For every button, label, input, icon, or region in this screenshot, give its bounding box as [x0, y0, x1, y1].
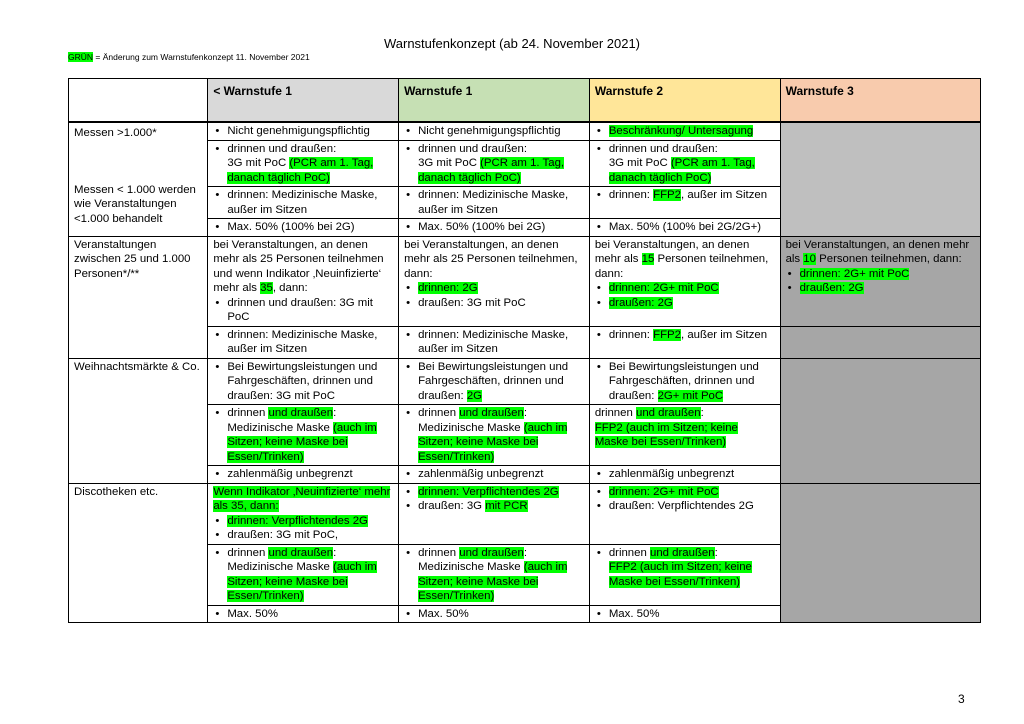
cell-text: drinnen: [227, 546, 269, 559]
cell-text: 3G mit PoC: [418, 157, 481, 169]
highlight-text: (PCR am 1. Tag, danach täglich PoC): [608, 157, 755, 184]
cell-text: drinnen: [418, 407, 460, 419]
header-empty: [69, 79, 208, 123]
list-item: [595, 124, 775, 139]
cell-text: bei Veranstaltungen, an denen mehr als: [594, 238, 750, 265]
highlight-text: (PCR am 1. Tag, danach täglich PoC): [418, 157, 565, 184]
highlight-text: drinnen: Verpflichtendes 2G: [227, 514, 368, 527]
highlight-text: und draußen: [635, 407, 701, 419]
veranst-r2-c2: [399, 326, 590, 358]
messen-r2-c1: [208, 140, 399, 187]
disco-label: Discotheken etc.: [69, 483, 208, 623]
header-warnstufe-1: Warnstufe 1: [399, 79, 590, 123]
cell-text: :: [714, 546, 718, 559]
veranst-r2-c3: [589, 326, 780, 358]
highlight-text: (auch im Sitzen; keine Maske bei Essen/Trinken): [227, 421, 377, 463]
list-item: • Nicht genehmigungspflichtig: [213, 124, 393, 139]
weihn-label: Weihnachtsmärkte & Co.: [69, 358, 208, 483]
disco-warnstufe-3-cell: [780, 483, 980, 623]
messen-row-1: [69, 122, 981, 140]
cell-text: 3G mit PoC: [608, 157, 671, 169]
cell-text: drinnen: [608, 546, 650, 559]
cell-text: , außer im Sitzen: [681, 189, 768, 201]
list-item: [595, 281, 775, 296]
veranst-r1-c3: [589, 236, 780, 326]
messen-label-1: Messen >1.000*: [74, 127, 157, 139]
highlight-text: 2G+ mit PoC: [657, 389, 724, 402]
cell-text: : Medizinische Maske: [418, 407, 528, 434]
highlight-text: drinnen: 2G: [418, 282, 478, 294]
cell-text: drinnen und draußen:: [227, 142, 337, 155]
list-item: • Max. 50%: [404, 607, 584, 622]
list-item: • drinnen: Medizinische Maske, außer im Sitzen: [404, 328, 584, 357]
highlight-text: mit PCR: [485, 500, 528, 512]
messen-r4-c3: [589, 219, 780, 237]
list-item: • draußen: 3G mit PoC: [404, 296, 584, 311]
header-warnstufe-3: Warnstufe 3: [780, 79, 980, 123]
list-item: [404, 281, 584, 296]
header-warnstufe-2: Warnstufe 2: [589, 79, 780, 123]
disco-r2-c3: [589, 544, 780, 605]
list-item: [595, 296, 775, 311]
highlight-text: FFP2: [653, 189, 681, 201]
cell-text: bei Veranstaltungen, an denen mehr als: [785, 238, 970, 265]
messen-label-cell: [69, 122, 208, 236]
list-item: [404, 499, 584, 514]
disco-r3-c3: [589, 605, 780, 623]
highlight-text: draußen: 2G: [799, 282, 864, 294]
veranst-r2-c4: [780, 326, 980, 358]
list-item: [595, 142, 775, 186]
legend: [68, 52, 310, 62]
highlight-text: (auch im Sitzen; keine Maske bei Essen/Trinken): [418, 421, 568, 463]
veranst-row-1: [69, 236, 981, 326]
highlight-text: 10: [803, 253, 816, 265]
list-item: • zahlenmäßig unbegrenzt: [595, 467, 775, 482]
highlight-text: drinnen: 2G+ mit PoC: [608, 282, 719, 294]
list-item: [404, 546, 584, 604]
weihn-r2-c2: [399, 405, 590, 466]
messen-r2-c2: [399, 140, 590, 187]
list-item: • Max. 50%: [595, 607, 775, 622]
disco-r2-c2: [399, 544, 590, 605]
messen-r2-c3: [589, 140, 780, 187]
messen-r1-c3: [589, 122, 780, 140]
cell-text: bei Veranstaltungen, an denen mehr als 25 Personen teilnehmen und wenn Indikator ‚Neuinfizierte‘ mehr als: [213, 238, 384, 294]
list-item: [404, 142, 584, 186]
list-item: [595, 360, 775, 404]
cell-text: , dann:: [272, 282, 308, 294]
weihn-r1-c1: [208, 358, 399, 405]
highlight-text: und draußen: [268, 546, 334, 559]
disco-r3-c1: [208, 605, 399, 623]
messen-r3-c1: [208, 187, 399, 219]
list-item: [404, 485, 584, 500]
page-number: 3: [958, 692, 965, 706]
list-item: • Bei Bewirtungsleistungen und Fahrgeschäften, drinnen und draußen: 3G mit PoC: [213, 360, 393, 404]
list-item: • zahlenmäßig unbegrenzt: [213, 467, 393, 482]
veranst-r1-c2: [399, 236, 590, 326]
weihn-warnstufe-3-cell: [780, 358, 980, 483]
highlight-text: FFP2 (auch im Sitzen; keine Maske bei Essen/Trinken): [594, 421, 738, 448]
list-item: • drinnen: Medizinische Maske, außer im Sitzen: [213, 188, 393, 217]
list-item: • drinnen: Medizinische Maske, außer im Sitzen: [404, 188, 584, 217]
messen-r1-c1: [208, 122, 399, 140]
cell-text: 3G mit PoC: [227, 157, 290, 169]
cell-text: :: [700, 407, 704, 419]
messen-r1-c2: [399, 122, 590, 140]
veranst-r2-c1: [208, 326, 399, 358]
list-item: [595, 328, 775, 343]
weihn-r3-c3: [589, 466, 780, 484]
highlight-text: draußen: 2G: [608, 296, 673, 309]
highlight-text: und draußen: [649, 546, 715, 559]
highlight-text: FFP2 (auch im Sitzen; keine Maske bei Essen/Trinken): [608, 561, 752, 588]
warnstufen-table: [68, 78, 981, 623]
cell-text: drinnen und draußen:: [418, 142, 527, 155]
highlight-text: FFP2: [653, 328, 681, 341]
disco-r2-c1: [208, 544, 399, 605]
disco-r3-c2: [399, 605, 590, 623]
cell-text: : Medizinische Maske: [227, 407, 337, 434]
weihn-r3-c1: [208, 466, 399, 484]
cell-text: drinnen: [594, 407, 636, 419]
list-item: [786, 267, 975, 282]
list-item: • draußen: 3G mit PoC,: [213, 528, 393, 543]
highlight-text: Beschränkung/ Untersagung: [608, 125, 754, 137]
highlight-text: (auch im Sitzen; keine Maske bei Essen/Trinken): [418, 561, 568, 602]
cell-text: drinnen:: [608, 189, 654, 201]
cell-text: drinnen:: [608, 328, 654, 341]
highlight-text: und draußen: [268, 407, 334, 419]
cell-text: Bei Bewirtungsleistungen und Fahrgeschäften, drinnen und draußen:: [608, 360, 759, 402]
disco-r1-c1: [208, 483, 399, 544]
highlight-text: und draußen: [459, 546, 524, 559]
cell-text: , außer im Sitzen: [681, 328, 768, 341]
highlight-text: 35: [260, 282, 273, 294]
disco-r1-c2: [399, 483, 590, 544]
list-item: • drinnen und draußen: 3G mit PoC: [213, 296, 393, 325]
highlight-text: drinnen: 2G+ mit PoC: [608, 485, 719, 498]
cell-text: Personen teilnehmen, dann:: [815, 253, 962, 265]
highlight-text: drinnen: Verpflichtendes 2G: [418, 485, 559, 498]
cell-text: : Medizinische Maske: [418, 546, 528, 573]
list-item: • Max. 50%: [213, 607, 393, 622]
highlight-text: (auch im Sitzen; keine Maske bei Essen/Trinken): [227, 561, 377, 602]
disco-row-1: [69, 483, 981, 544]
weihn-row-1: [69, 358, 981, 405]
list-item: [213, 546, 393, 604]
cell-text: draußen: 3G: [418, 500, 486, 512]
messen-r3-c3: [589, 187, 780, 219]
weihn-r3-c2: [399, 466, 590, 484]
weihn-r2-c1: [208, 405, 399, 466]
veranst-r1-c1: [208, 236, 399, 326]
cell-text: drinnen und draußen:: [608, 142, 718, 155]
messen-r4-c1: [208, 219, 399, 237]
highlight-text: und draußen: [459, 407, 524, 419]
list-item: [213, 142, 393, 186]
messen-label-2: Messen < 1.000 werden wie Veranstaltungen <1.000 behandelt: [74, 183, 196, 225]
highlight-text: Wenn Indikator ‚Neuinfizierte‘ mehr als 35, dann:: [213, 485, 391, 512]
list-item: [404, 406, 584, 464]
list-item: • drinnen: Medizinische Maske, außer im Sitzen: [213, 328, 393, 357]
list-item: • Max. 50% (100% bei 2G/2G+): [595, 220, 775, 235]
header-below-warnstufe-1: < Warnstufe 1: [208, 79, 399, 123]
highlight-text: (PCR am 1. Tag, danach täglich PoC): [227, 157, 374, 184]
highlight-text: 15: [641, 253, 655, 265]
weihn-r2-c3: [589, 405, 780, 466]
list-item: • draußen: Verpflichtendes 2G: [595, 499, 775, 514]
cell-text: bei Veranstaltungen, an denen mehr als 25 Personen teilnehmen, dann:: [404, 238, 578, 280]
messen-r4-c2: [399, 219, 590, 237]
cell-text: drinnen: [418, 546, 460, 559]
cell-text: Personen teilnehmen, dann:: [594, 253, 769, 280]
weihn-r1-c3: [589, 358, 780, 405]
list-item: [213, 406, 393, 464]
messen-r3-c2: [399, 187, 590, 219]
list-item: • Max. 50% (100% bei 2G): [213, 220, 393, 235]
disco-r1-c3: [589, 483, 780, 544]
cell-text: drinnen: [227, 407, 269, 419]
veranst-label: Veranstaltungen zwischen 25 und 1.000 Personen*/**: [69, 236, 208, 358]
list-item: [595, 485, 775, 500]
list-item: • Max. 50% (100% bei 2G): [404, 220, 584, 235]
legend-green-label: GRÜN: [68, 52, 94, 62]
list-item: [404, 360, 584, 404]
veranst-r1-c4: [780, 236, 980, 326]
weihn-r1-c2: [399, 358, 590, 405]
legend-text: = Änderung zum Warnstufenkonzept 11. November 2021: [93, 52, 310, 62]
cell-text: : Medizinische Maske: [227, 546, 337, 573]
highlight-text: 2G: [466, 389, 483, 402]
list-item: [213, 514, 393, 529]
list-item: [786, 281, 975, 296]
list-item: • Nicht genehmigungspflichtig: [404, 124, 584, 139]
list-item: [595, 188, 775, 203]
document-title: Warnstufenkonzept (ab 24. November 2021): [383, 36, 641, 51]
cell-text: Bei Bewirtungsleistungen und Fahrgeschäften, drinnen und draußen:: [418, 360, 569, 402]
messen-warnstufe-3-cell: [780, 122, 980, 236]
highlight-text: drinnen: 2G+ mit PoC: [799, 267, 910, 280]
list-item: [595, 546, 775, 590]
list-item: • zahlenmäßig unbegrenzt: [404, 467, 584, 482]
header-row: [69, 79, 981, 123]
